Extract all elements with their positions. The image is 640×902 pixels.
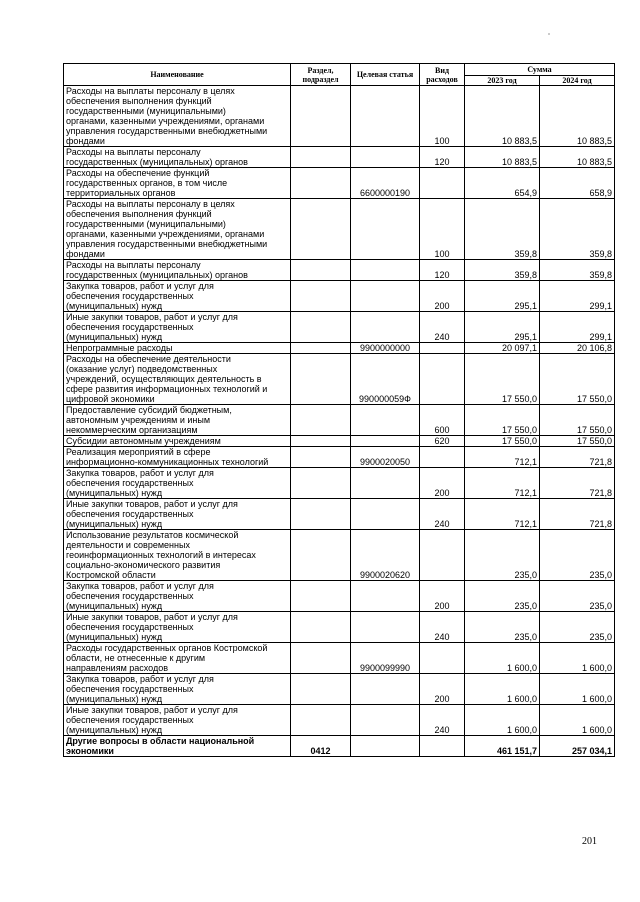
row-article xyxy=(351,199,420,260)
row-name-line: (муниципальных) нужд xyxy=(66,632,163,642)
row-name xyxy=(64,705,291,736)
row-name-line: (муниципальных) нужд xyxy=(66,694,163,704)
row-type xyxy=(420,643,465,674)
row-name-line: обеспечения государственных xyxy=(66,591,194,601)
row-name-line: Расходы на выплаты персоналу в целях xyxy=(66,199,235,209)
row-type: 100 xyxy=(420,86,465,147)
row-name-line: (оказание услуг) подведомственных xyxy=(66,364,218,374)
row-value-2023: 235,0 xyxy=(465,581,540,612)
row-value-2023: 1 600,0 xyxy=(465,643,540,674)
row-article xyxy=(351,612,420,643)
table-row xyxy=(64,260,615,281)
row-value-2024: 1 600,0 xyxy=(540,674,615,705)
row-name xyxy=(64,168,291,199)
row-section xyxy=(291,436,351,447)
table-row xyxy=(64,643,615,674)
row-type xyxy=(420,736,465,757)
table-row xyxy=(64,354,615,405)
row-name xyxy=(64,530,291,581)
header-name: Наименование xyxy=(64,64,291,86)
row-name-line: (муниципальных) нужд xyxy=(66,301,163,311)
row-name-line: фондами xyxy=(66,136,105,146)
row-section xyxy=(291,674,351,705)
table-row xyxy=(64,436,615,447)
budget-table xyxy=(63,63,615,757)
row-name-line: государственных (муниципальных) органов xyxy=(66,157,248,167)
row-name-line: Закупка товаров, работ и услуг для xyxy=(66,674,214,684)
row-value-2023: 654,9 xyxy=(465,168,540,199)
row-name-line: информационно-коммуникационных технологий xyxy=(66,457,269,467)
row-name xyxy=(64,436,291,447)
row-article: 9900020620 xyxy=(351,530,420,581)
row-section xyxy=(291,581,351,612)
row-name-line: обеспечения государственных xyxy=(66,478,194,488)
row-section xyxy=(291,168,351,199)
row-value-2023: 712,1 xyxy=(465,447,540,468)
row-article: 9900000000 xyxy=(351,343,420,354)
row-type: 620 xyxy=(420,436,465,447)
row-article xyxy=(351,736,420,757)
row-name-line: государственными (муниципальными) xyxy=(66,219,226,229)
row-name xyxy=(64,405,291,436)
row-name-line: Расходы на выплаты персоналу в целях xyxy=(66,86,235,96)
row-name-line: Расходы на обеспечение деятельности xyxy=(66,354,231,364)
row-name-line: обеспечения государственных xyxy=(66,509,194,519)
row-value-2024: 20 106,8 xyxy=(540,343,615,354)
row-article xyxy=(351,674,420,705)
row-value-2024: 721,8 xyxy=(540,499,615,530)
row-value-2023: 235,0 xyxy=(465,612,540,643)
row-value-2023: 712,1 xyxy=(465,499,540,530)
row-article: 6600000190 xyxy=(351,168,420,199)
header-2023: 2023 год xyxy=(465,76,540,86)
row-section xyxy=(291,199,351,260)
row-name xyxy=(64,499,291,530)
table-row xyxy=(64,468,615,499)
row-name-line: учреждений, осуществляющих деятельность в xyxy=(66,374,262,384)
table-row xyxy=(64,343,615,354)
row-name-line: обеспечения государственных xyxy=(66,622,194,632)
row-name xyxy=(64,147,291,168)
row-value-2024: 359,8 xyxy=(540,199,615,260)
row-value-2024: 10 883,5 xyxy=(540,86,615,147)
row-name xyxy=(64,612,291,643)
row-type xyxy=(420,447,465,468)
row-section xyxy=(291,705,351,736)
row-name-line: обеспечения государственных xyxy=(66,715,194,725)
table-row xyxy=(64,705,615,736)
table-row xyxy=(64,674,615,705)
row-section xyxy=(291,343,351,354)
table-row xyxy=(64,447,615,468)
table-row xyxy=(64,199,615,260)
table-row xyxy=(64,281,615,312)
row-section xyxy=(291,612,351,643)
row-article xyxy=(351,312,420,343)
row-value-2024: 17 550,0 xyxy=(540,436,615,447)
row-name-line: государственных (муниципальных) органов xyxy=(66,270,248,280)
row-name-line: Расходы на выплаты персоналу xyxy=(66,147,201,157)
row-value-2023: 10 883,5 xyxy=(465,86,540,147)
row-article xyxy=(351,705,420,736)
row-name xyxy=(64,674,291,705)
row-name xyxy=(64,281,291,312)
row-name-line: Иные закупки товаров, работ и услуг для xyxy=(66,705,238,715)
row-section xyxy=(291,643,351,674)
row-article xyxy=(351,499,420,530)
row-article xyxy=(351,468,420,499)
row-value-2024: 235,0 xyxy=(540,581,615,612)
row-type: 600 xyxy=(420,405,465,436)
row-value-2023: 17 550,0 xyxy=(465,354,540,405)
scan-artifact xyxy=(548,33,550,35)
row-name xyxy=(64,468,291,499)
row-section xyxy=(291,260,351,281)
row-section xyxy=(291,405,351,436)
table-row xyxy=(64,736,615,757)
row-name-line: деятельности и современных xyxy=(66,540,190,550)
row-name-line: (муниципальных) нужд xyxy=(66,601,163,611)
row-name-line: некоммерческим организациям xyxy=(66,425,198,435)
row-name-line: Реализация мероприятий в сфере xyxy=(66,447,211,457)
row-name-line: Использование результатов космической xyxy=(66,530,239,540)
row-name xyxy=(64,581,291,612)
row-type xyxy=(420,530,465,581)
row-name-line: обеспечения выполнения функций xyxy=(66,209,212,219)
row-name-line: экономики xyxy=(66,746,114,756)
row-name-line: Субсидии автономным учреждениям xyxy=(66,436,221,446)
row-name-line: управления государственными внебюджетными xyxy=(66,239,268,249)
row-value-2024: 17 550,0 xyxy=(540,354,615,405)
row-value-2024: 235,0 xyxy=(540,612,615,643)
row-name xyxy=(64,312,291,343)
row-name xyxy=(64,354,291,405)
row-type: 120 xyxy=(420,260,465,281)
row-name-line: (муниципальных) нужд xyxy=(66,519,163,529)
row-value-2023: 17 550,0 xyxy=(465,436,540,447)
table-body xyxy=(64,86,615,757)
row-value-2024: 299,1 xyxy=(540,281,615,312)
row-article xyxy=(351,260,420,281)
row-value-2023: 712,1 xyxy=(465,468,540,499)
row-type: 200 xyxy=(420,581,465,612)
row-article xyxy=(351,147,420,168)
table-header xyxy=(64,64,615,86)
row-name-line: обеспечения государственных xyxy=(66,684,194,694)
row-value-2023: 1 600,0 xyxy=(465,705,540,736)
row-type: 100 xyxy=(420,199,465,260)
row-value-2024: 721,8 xyxy=(540,447,615,468)
table-row xyxy=(64,147,615,168)
row-section xyxy=(291,147,351,168)
table-row xyxy=(64,86,615,147)
row-type: 240 xyxy=(420,612,465,643)
row-article xyxy=(351,281,420,312)
row-value-2024: 235,0 xyxy=(540,530,615,581)
row-name-line: Иные закупки товаров, работ и услуг для xyxy=(66,312,238,322)
row-name-line: Иные закупки товаров, работ и услуг для xyxy=(66,499,238,509)
row-name-line: обеспечения государственных xyxy=(66,291,194,301)
row-type xyxy=(420,343,465,354)
row-name-line: Расходы на выплаты персоналу xyxy=(66,260,201,270)
row-section: 0412 xyxy=(291,736,351,757)
row-value-2024: 1 600,0 xyxy=(540,643,615,674)
row-name xyxy=(64,86,291,147)
page-number: 201 xyxy=(582,836,597,847)
row-article: 990000059Ф xyxy=(351,354,420,405)
row-name xyxy=(64,447,291,468)
row-name-line: обеспечения выполнения функций xyxy=(66,96,212,106)
row-section xyxy=(291,499,351,530)
row-name-line: Костромской области xyxy=(66,570,156,580)
row-value-2023: 359,8 xyxy=(465,260,540,281)
row-article xyxy=(351,86,420,147)
row-value-2023: 1 600,0 xyxy=(465,674,540,705)
row-value-2024: 658,9 xyxy=(540,168,615,199)
header-type: Вид расходов xyxy=(420,64,465,86)
row-value-2023: 295,1 xyxy=(465,312,540,343)
row-type: 120 xyxy=(420,147,465,168)
row-name-line: Закупка товаров, работ и услуг для xyxy=(66,281,214,291)
row-name-line: (муниципальных) нужд xyxy=(66,725,163,735)
row-name-line: Расходы на обеспечение функций xyxy=(66,168,210,178)
header-sum: Сумма xyxy=(465,64,615,76)
row-value-2023: 17 550,0 xyxy=(465,405,540,436)
row-value-2023: 461 151,7 xyxy=(465,736,540,757)
row-value-2024: 10 883,5 xyxy=(540,147,615,168)
row-type: 240 xyxy=(420,312,465,343)
row-value-2024: 17 550,0 xyxy=(540,405,615,436)
row-name-line: органами, казенными учреждениями, органами xyxy=(66,229,265,239)
table-row xyxy=(64,499,615,530)
table-row xyxy=(64,168,615,199)
row-name-line: Расходы государственных органов Костромской xyxy=(66,643,268,653)
row-name-line: государственных органов, в том числе xyxy=(66,178,228,188)
row-name-line: фондами xyxy=(66,249,105,259)
row-section xyxy=(291,281,351,312)
row-section xyxy=(291,447,351,468)
row-value-2023: 20 097,1 xyxy=(465,343,540,354)
row-value-2023: 10 883,5 xyxy=(465,147,540,168)
row-value-2024: 1 600,0 xyxy=(540,705,615,736)
row-name-line: направлениям расходов xyxy=(66,663,169,673)
row-name-line: (муниципальных) нужд xyxy=(66,488,163,498)
row-name xyxy=(64,736,291,757)
header-2024: 2024 год xyxy=(540,76,615,86)
row-name-line: органами, казенными учреждениями, органами xyxy=(66,116,265,126)
table-row xyxy=(64,581,615,612)
row-section xyxy=(291,468,351,499)
row-name-line: социально-экономического развития xyxy=(66,560,221,570)
row-name-line: Другие вопросы в области национальной xyxy=(66,736,255,746)
row-article: 9900099990 xyxy=(351,643,420,674)
row-name-line: сфере развития информационных технологий и xyxy=(66,384,268,394)
table-row xyxy=(64,612,615,643)
row-article: 9900020050 xyxy=(351,447,420,468)
row-value-2023: 359,8 xyxy=(465,199,540,260)
row-name-line: управления государственными внебюджетными xyxy=(66,126,268,136)
row-name-line: Непрограммные расходы xyxy=(66,343,173,353)
row-article xyxy=(351,581,420,612)
header-article: Целевая статья xyxy=(351,64,420,86)
row-type: 200 xyxy=(420,674,465,705)
row-section xyxy=(291,86,351,147)
row-name xyxy=(64,199,291,260)
row-article xyxy=(351,405,420,436)
header-section: Раздел, подраздел xyxy=(291,64,351,86)
row-name-line: государственными (муниципальными) xyxy=(66,106,226,116)
row-section xyxy=(291,530,351,581)
row-section xyxy=(291,312,351,343)
row-type: 200 xyxy=(420,468,465,499)
row-value-2024: 257 034,1 xyxy=(540,736,615,757)
row-name xyxy=(64,260,291,281)
row-type: 200 xyxy=(420,281,465,312)
row-name-line: цифровой экономики xyxy=(66,394,155,404)
row-name-line: Иные закупки товаров, работ и услуг для xyxy=(66,612,238,622)
row-name-line: Предоставление субсидий бюджетным, xyxy=(66,405,232,415)
row-value-2023: 295,1 xyxy=(465,281,540,312)
table-row xyxy=(64,312,615,343)
row-name-line: обеспечения государственных xyxy=(66,322,194,332)
table-row xyxy=(64,405,615,436)
row-name-line: автономным учреждениям и иным xyxy=(66,415,211,425)
row-type xyxy=(420,168,465,199)
row-value-2024: 721,8 xyxy=(540,468,615,499)
row-name xyxy=(64,643,291,674)
row-section xyxy=(291,354,351,405)
row-name-line: (муниципальных) нужд xyxy=(66,332,163,342)
row-name xyxy=(64,343,291,354)
row-name-line: Закупка товаров, работ и услуг для xyxy=(66,468,214,478)
row-name-line: геоинформационных технологий в интересах xyxy=(66,550,256,560)
row-value-2023: 235,0 xyxy=(465,530,540,581)
row-type: 240 xyxy=(420,499,465,530)
row-article xyxy=(351,436,420,447)
row-value-2024: 299,1 xyxy=(540,312,615,343)
table-row xyxy=(64,530,615,581)
row-type: 240 xyxy=(420,705,465,736)
row-type xyxy=(420,354,465,405)
row-name-line: Закупка товаров, работ и услуг для xyxy=(66,581,214,591)
row-name-line: территориальных органов xyxy=(66,188,176,198)
row-value-2024: 359,8 xyxy=(540,260,615,281)
row-name-line: области, не отнесенные к другим xyxy=(66,653,206,663)
